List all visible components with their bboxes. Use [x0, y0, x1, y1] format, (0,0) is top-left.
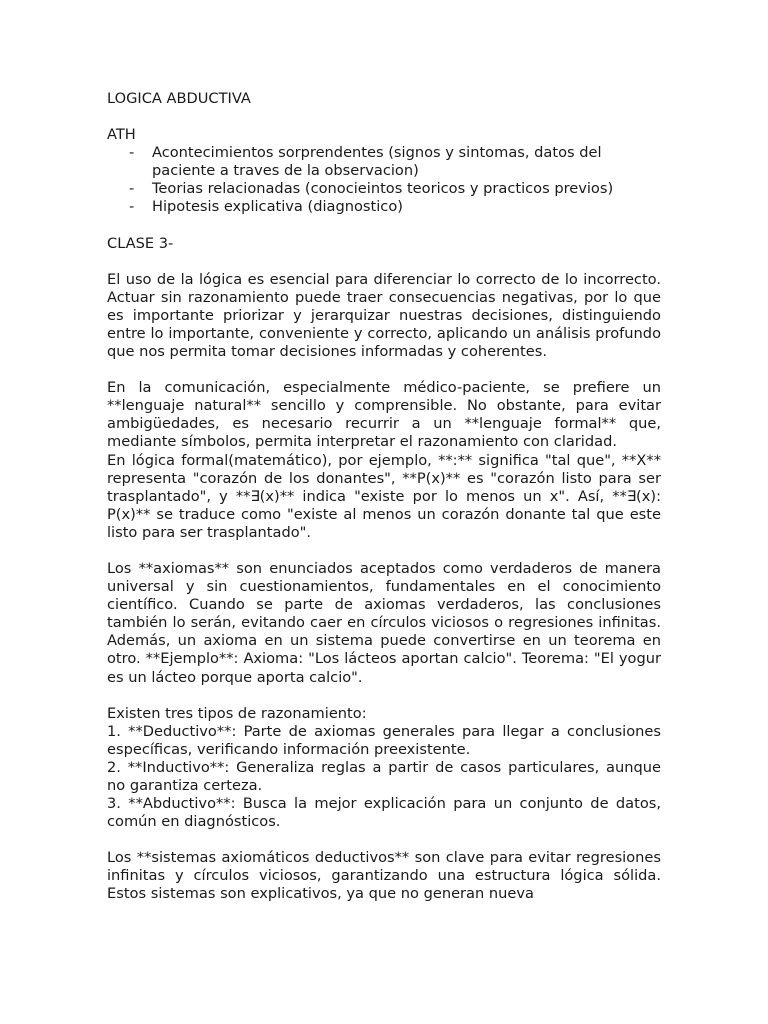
bullet-dash: - [129, 144, 135, 162]
document-page [107, 90, 661, 922]
reasoning-intro: Existen tres tipos de razonamiento: [107, 704, 367, 722]
list-item [107, 198, 661, 216]
clase-heading: CLASE 3- [107, 234, 174, 252]
bullet-text: Acontecimientos sorprendentes (signos y sintomas, datos del paciente a traves de la observacion) [152, 144, 602, 180]
list-item [107, 144, 661, 180]
ath-bullet-list [107, 144, 661, 216]
bullet-text: Hipotesis explicativa (diagnostico) [152, 198, 403, 216]
bullet-dash: - [129, 180, 135, 198]
paragraph-communication: En la comunicación, especialmente médico-paciente, se prefiere un **lenguaje natural** sencillo y comprensible. No obstante, para evitar ambigüedades, es necesario recurrir a un **lenguaje formal** que, mediante símbolos, permita interpretar el razonamiento con claridad. [107, 379, 661, 451]
bullet-text: Teorias relacionadas (conocieintos teoricos y practicos previos) [152, 180, 614, 198]
paragraph-formal-logic: En lógica formal(matemático), por ejemplo, **:** significa "tal que", **X** representa "corazón de los donantes", **P(x)** es "corazón listo para ser trasplantado", y **∃(x)** indica "existe por lo menos un x". Así, **∃(x): P(x)** se traduce como "existe al menos un corazón donante tal que este listo para ser trasplantado". [107, 451, 661, 541]
reasoning-item: 1. **Deductivo**: Parte de axiomas generales para llegar a conclusiones específicas, verificando información preexistente. [107, 722, 661, 758]
paragraph-axioms: Los **axiomas** son enunciados aceptados como verdaderos de manera universal y sin cuestionamientos, fundamentales en el conocimiento científico. Cuando se parte de axiomas verdaderos, las conclusiones también lo serán, evitando caer en círculos viciosos o regresiones infinitas. Además, un axioma en un sistema puede convertirse en un teorema en otro. **Ejemplo**: Axioma: "Los lácteos aportan calcio". Teorema: "El yogur es un lácteo porque aporta calcio". [107, 559, 661, 686]
reasoning-item: 3. **Abductivo**: Busca la mejor explicación para un conjunto de datos, común en diagnósticos. [107, 795, 661, 831]
list-item [107, 180, 661, 198]
paragraph-logic-use: El uso de la lógica es esencial para diferenciar lo correcto de lo incorrecto. Actuar sin razonamiento puede traer consecuencias negativas, por lo que es importante priorizar y jerarquizar nuestras decisiones, distinguiendo entre lo importante, conveniente y correcto, aplicando un análisis profundo que nos permita tomar decisiones informadas y coherentes. [107, 270, 661, 361]
reasoning-item: 2. **Inductivo**: Generaliza reglas a partir de casos particulares, aunque no garantiza certeza. [107, 758, 661, 794]
document-title: LOGICA ABDUCTIVA [107, 90, 251, 107]
bullet-dash: - [129, 198, 135, 216]
paragraph-axiomatic-systems: Los **sistemas axiomáticos deductivos** son clave para evitar regresiones infinitas y círculos viciosos, garantizando una estructura lógica sólida. Estos sistemas son explicativos, ya que no generan nueva [107, 849, 661, 903]
ath-label: ATH [107, 126, 136, 144]
reasoning-types [107, 705, 661, 832]
